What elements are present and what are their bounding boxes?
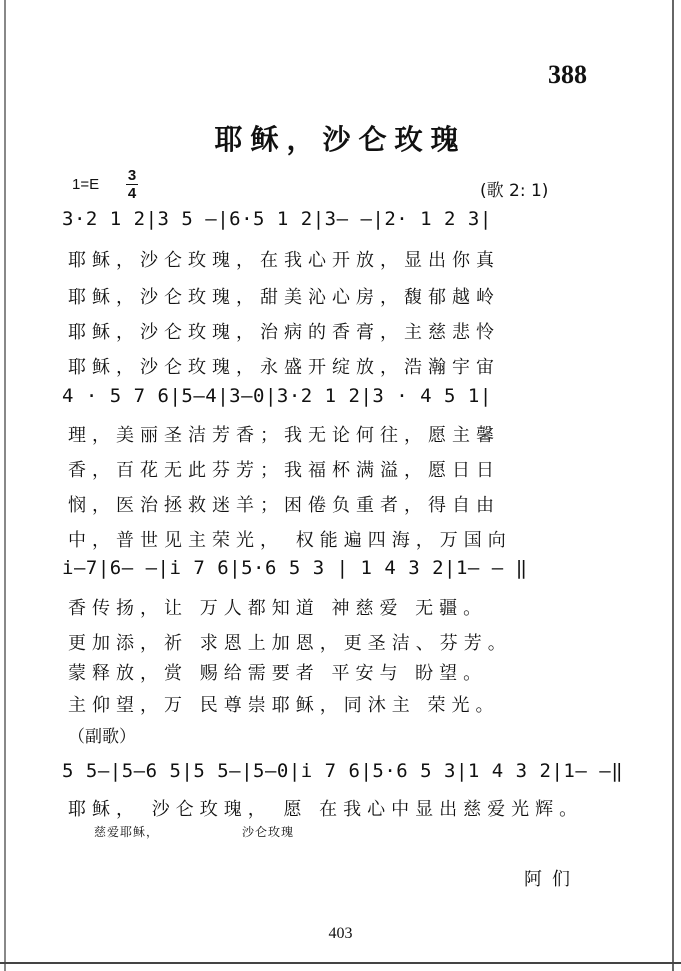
lyric-line: 香传扬，让 万人都知道 神慈爱 无疆。 <box>68 598 488 619</box>
hymn-title: 耶稣，沙仑玫瑰 <box>214 123 467 156</box>
lyric-line: 耶稣，沙仑玫瑰，治病的香膏，主慈悲怜 <box>68 322 500 343</box>
chorus-label: （副歌） <box>68 727 136 747</box>
hymn-number: 388 <box>548 60 587 89</box>
chorus-notation: 5 5–|5–6 5|5 5–|5–0|i 7 6|5·6 5 3|1 4 3 2|1– –‖ <box>62 760 624 782</box>
time-signature <box>126 168 138 201</box>
lyric-line: 耶稣，沙仑玫瑰，在我心开放，显出你真 <box>68 250 500 271</box>
lyric-line: 香，百花无此芬芳；我福杯满溢，愿日日 <box>68 460 500 481</box>
notation-line-3: i–7|6– –|i 7 6|5·6 5 3 | 1 4 3 2|1– – ‖ <box>62 557 528 579</box>
chorus-lyric: 耶稣， 沙仑玫瑰， 愿 在我心中显出慈爱光辉。 <box>68 799 584 820</box>
page-number: 403 <box>328 925 353 942</box>
lyric-line: 悯，医治拯救迷羊；困倦负重者，得自由 <box>68 495 500 516</box>
lyric-line: 更加添，祈 求恩上加恩，更圣洁、芬芳。 <box>68 633 512 654</box>
key-signature: 1=E <box>72 176 100 193</box>
time-signature-top: 3 <box>127 167 137 184</box>
lyric-line: 蒙释放，赏 赐给需要者 平安与 盼望。 <box>68 663 488 684</box>
lyric-line: 耶稣，沙仑玫瑰，甜美沁心房，馥郁越岭 <box>68 287 500 308</box>
time-signature-bottom: 4 <box>127 185 137 202</box>
chorus-sub-lyric: 沙仑玫瑰 <box>242 825 295 839</box>
notation-line-2: 4 · 5 7 6|5–4|3–0|3·2 1 2|3 · 4 5 1| <box>62 385 492 407</box>
amen-text: 阿们 <box>524 869 580 890</box>
notation-line-1: 3·2 1 2|3 5 –|6·5 1 2|3– –|2· 1 2 3| <box>62 208 492 230</box>
lyric-line: 中，普世见主荣光， 权能遍四海，万国向 <box>68 530 512 551</box>
lyric-line: 耶稣，沙仑玫瑰，永盛开绽放，浩瀚宇宙 <box>68 357 500 378</box>
chorus-sub-lyric: 慈爱耶稣， <box>94 825 160 839</box>
scan-edge-bottom <box>0 962 681 964</box>
lyric-line: 理，美丽圣洁芳香；我无论何往，愿主馨 <box>68 425 500 446</box>
scripture-reference: (歌 2: 1) <box>480 181 549 201</box>
lyric-line: 主仰望，万 民尊崇耶稣，同沐主 荣光。 <box>68 695 500 716</box>
